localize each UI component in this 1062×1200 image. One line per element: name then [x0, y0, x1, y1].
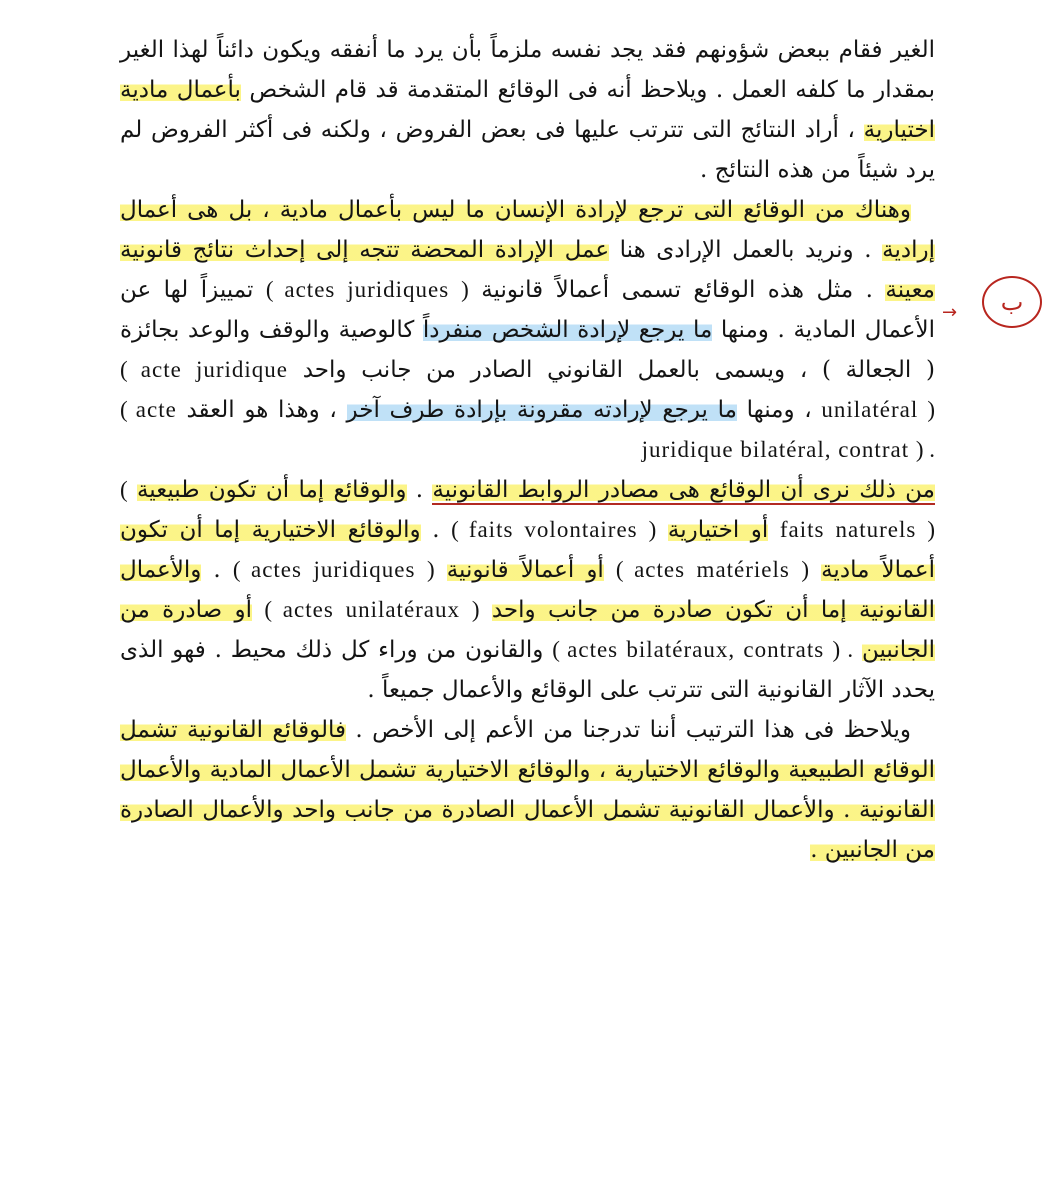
text-run: . ونريد بالعمل الإرادى هنا: [609, 237, 883, 263]
highlighted-text: أو صادرة من الجانبين: [120, 597, 936, 663]
french-term: ( faits naturels ): [120, 477, 935, 542]
highlighted-text: أو اختيارية: [667, 517, 769, 543]
text-run: الغير فقام ببعض شؤونهم فقد يجد نفسه ملزماً بأن يرد ما أنفقه ويكون دائناً لهذا الغير بمقدار ما كلفه العمل . ويلاحظ أنه فى الوقائع المتقدمة قد قام الشخص: [120, 37, 935, 103]
text-run: ، ومنها: [736, 397, 822, 423]
paragraph: [120, 710, 935, 870]
french-term: ( faits volontaires ): [451, 517, 657, 542]
text-run: [435, 557, 447, 583]
highlighted-text: عمل الإرادة المحضة تتجه إلى إحداث نتائج قانونية معينة: [120, 237, 935, 303]
french-term: ( actes juridiques ): [265, 277, 469, 302]
text-run: [853, 637, 862, 663]
text-run: [656, 517, 668, 543]
text-run: ، وهذا هو العقد: [176, 397, 347, 423]
highlighted-text: ما يرجع لإرادته مقرونة بإرادة طرف آخر: [346, 397, 737, 423]
body-text: [120, 30, 935, 870]
text-run: .: [420, 517, 452, 543]
highlighted-text: من ذلك نرى أن الوقائع هى مصادر الروابط القانونية: [432, 477, 936, 503]
text-run: [252, 597, 264, 623]
highlighted-text: والأعمال القانونية إما أن تكون صادرة من جانب واحد: [120, 557, 935, 623]
text-run: [768, 517, 780, 543]
text-run: [604, 557, 616, 583]
paragraph: [120, 30, 935, 190]
margin-letter: ب: [1000, 288, 1024, 316]
highlighted-text: والوقائع الاختيارية إما أن تكون أعمالاً مادية: [120, 517, 936, 583]
text-run: ويلاحظ فى هذا الترتيب أننا تدرجنا من الأعم إلى الأخص .: [345, 717, 911, 743]
highlighted-text: فالوقائع القانونية تشمل الوقائع الطبيعية والوقائع الاختيارية ، والوقائع الاختيارية تشمل الأعمال المادية والأعمال القانونية . والأعمال القانونية تشمل الأعمال الصادرة من جانب واحد والأعمال الصادرة من الجانبين .: [120, 717, 935, 863]
french-term: ( actes bilatéraux, contrats ) .: [552, 637, 854, 662]
highlighted-text: والوقائع إما أن تكون طبيعية: [136, 477, 407, 503]
text-run: [809, 557, 821, 583]
highlighted-text: أو أعمالاً قانونية: [446, 557, 604, 583]
text-run: ، أراد النتائج التى تترتب عليها فى بعض الفروض ، ولكنه فى أكثر الفروض لم يرد شيئاً من هذه النتائج .: [120, 117, 935, 183]
french-term: ( acte juridique bilatéral, contrat ) .: [120, 397, 935, 462]
highlighted-text: ما يرجع لإرادة الشخص منفرداً: [422, 317, 713, 343]
text-run: تمييزاً لها عن الأعمال المادية . ومنها: [120, 277, 935, 343]
text-run: .: [406, 477, 433, 503]
french-term: ( actes matériels ): [615, 557, 810, 582]
paragraph: [120, 470, 935, 710]
text-run: .: [201, 557, 233, 583]
highlighted-text: وهناك من الوقائع التى ترجع لإرادة الإنسان ما ليس بأعمال مادية ، بل هى أعمال إرادية: [120, 197, 935, 263]
french-term: ( actes unilatéraux ): [264, 597, 480, 622]
margin-arrow-icon: →: [942, 302, 958, 323]
text-run: [128, 477, 137, 503]
french-term: ( actes juridiques ): [232, 557, 435, 582]
text-run: كالوصية والوقف والوعد بجائزة ( الجعالة ) ، ويسمى بالعمل القانوني الصادر من جانب واحد: [120, 317, 936, 383]
text-run: والقانون من وراء كل ذلك محيط . فهو الذى يحدد الآثار القانونية التى تترتب على الوقائع والأعمال جميعاً .: [120, 637, 935, 703]
text-run: [479, 597, 491, 623]
paragraph: [120, 190, 935, 470]
margin-circled-letter: [982, 276, 1042, 328]
french-term: ( acte juridique unilatéral ): [120, 357, 935, 422]
highlighted-text: بأعمال مادية اختيارية: [120, 77, 935, 143]
text-run: . مثل هذه الوقائع تسمى أعمالاً قانونية: [468, 277, 886, 303]
